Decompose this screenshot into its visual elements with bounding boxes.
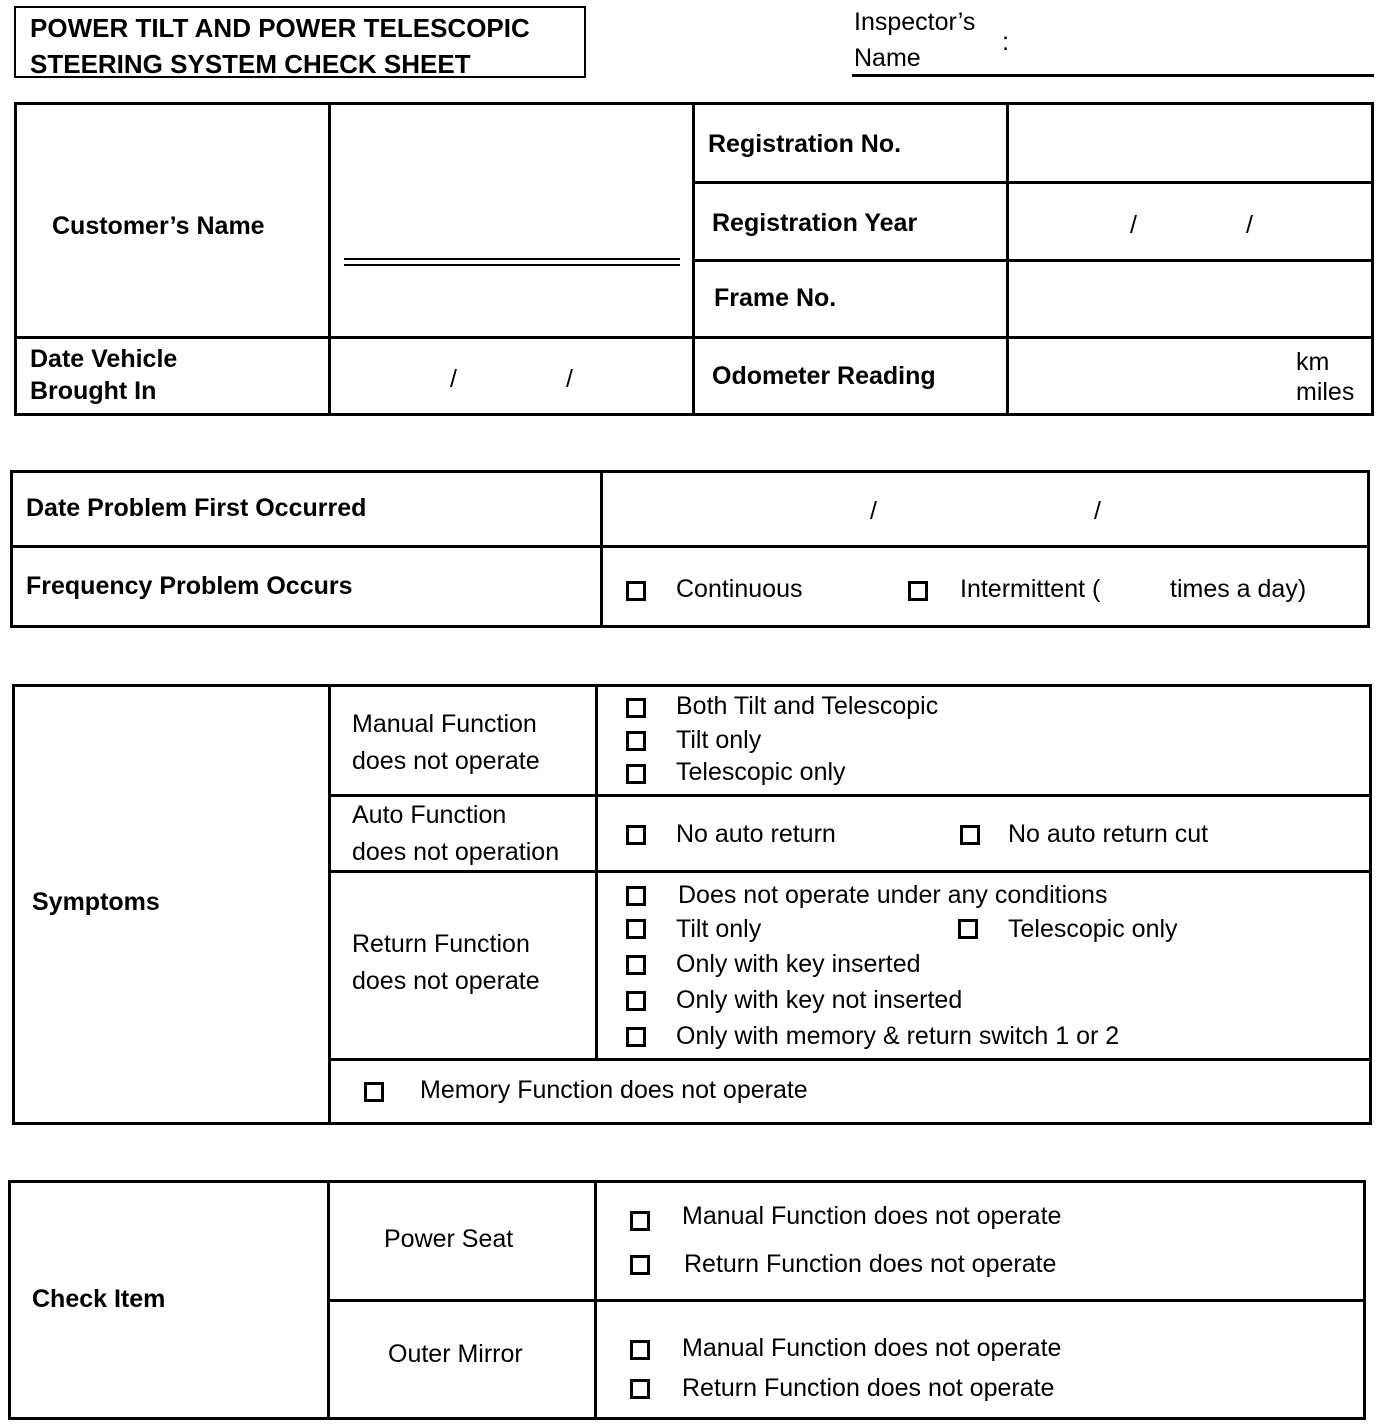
date-separator: /: [870, 497, 877, 525]
manual-option-label: Both Tilt and Telescopic: [676, 692, 939, 720]
auto-option-label: No auto return cut: [1008, 820, 1209, 848]
intermittent-label: Intermittent (: [960, 575, 1101, 603]
auto-label-line2: does not operation: [352, 838, 560, 866]
outer-mirror-option-label: Return Function does not operate: [682, 1374, 1055, 1402]
outer-mirror-checkbox[interactable]: [630, 1379, 650, 1399]
divider: [328, 1058, 1372, 1061]
power-seat-checkbox[interactable]: [630, 1255, 650, 1275]
divider: [600, 470, 603, 628]
check-item-label: Check Item: [32, 1285, 166, 1313]
memory-option-label: Memory Function does not operate: [420, 1076, 808, 1104]
divider: [692, 181, 1374, 184]
power-seat-option-label: Return Function does not operate: [684, 1250, 1057, 1278]
divider: [692, 336, 1374, 339]
auto-option-checkbox[interactable]: [960, 825, 980, 845]
manual-function-label: [352, 706, 540, 780]
outer-mirror-label: Outer Mirror: [388, 1340, 523, 1368]
return-option-checkbox[interactable]: [958, 919, 978, 939]
frame-no-label: Frame No.: [714, 284, 837, 312]
continuous-checkbox[interactable]: [626, 581, 646, 601]
date-vehicle-label-line2: Brought In: [30, 377, 157, 405]
date-vehicle-label-line1: Date Vehicle: [30, 345, 178, 373]
outer-mirror-checkbox[interactable]: [630, 1340, 650, 1360]
auto-option-label: No auto return: [676, 820, 836, 848]
times-a-day-label: times a day): [1170, 575, 1307, 603]
sheet-title-line2: STEERING SYSTEM CHECK SHEET: [30, 49, 471, 79]
odometer-unit-miles: miles: [1296, 378, 1355, 406]
manual-option-checkbox[interactable]: [626, 764, 646, 784]
return-label-line1: Return Function: [352, 930, 530, 958]
return-option-label: Tilt only: [676, 915, 762, 943]
registration-year-label: Registration Year: [712, 209, 918, 237]
customer-name-label: Customer’s Name: [52, 212, 265, 240]
inspector-label-line1: Inspector’s: [854, 8, 976, 36]
inspector-name-label: [854, 4, 975, 76]
divider: [328, 102, 331, 416]
frequency-label: Frequency Problem Occurs: [26, 572, 353, 600]
return-option-label: Does not operate under any conditions: [678, 881, 1108, 909]
date-separator: /: [566, 365, 573, 393]
manual-option-label: Tilt only: [676, 726, 762, 754]
power-seat-label: Power Seat: [384, 1225, 514, 1253]
intermittent-checkbox[interactable]: [908, 581, 928, 601]
return-option-checkbox[interactable]: [626, 991, 646, 1011]
inspector-label-line2: Name: [854, 44, 921, 72]
divider: [327, 1299, 1366, 1302]
manual-option-checkbox[interactable]: [626, 731, 646, 751]
customer-name-underline: [344, 264, 680, 266]
divider: [10, 545, 1370, 548]
manual-label-line1: Manual Function: [352, 710, 537, 738]
odometer-unit-km: km: [1296, 348, 1330, 376]
date-separator: /: [450, 365, 457, 393]
date-first-occurred-label: Date Problem First Occurred: [26, 494, 367, 522]
return-label-line2: does not operate: [352, 967, 540, 995]
auto-option-checkbox[interactable]: [626, 825, 646, 845]
return-function-label: [352, 926, 540, 1000]
return-option-label: Only with key inserted: [676, 950, 921, 978]
inspector-name-field[interactable]: [852, 74, 1374, 77]
outer-mirror-option-label: Manual Function does not operate: [682, 1334, 1062, 1362]
symptoms-label: Symptoms: [32, 888, 160, 916]
date-separator: /: [1246, 211, 1253, 239]
divider: [14, 336, 694, 339]
return-option-checkbox[interactable]: [626, 1027, 646, 1047]
sheet-title-line1: POWER TILT AND POWER TELESCOPIC: [30, 13, 530, 43]
date-separator: /: [1094, 497, 1101, 525]
continuous-label: Continuous: [676, 575, 803, 603]
return-option-checkbox[interactable]: [626, 886, 646, 906]
manual-option-checkbox[interactable]: [626, 698, 646, 718]
memory-option-checkbox[interactable]: [364, 1082, 384, 1102]
return-option-checkbox[interactable]: [626, 919, 646, 939]
return-option-checkbox[interactable]: [626, 955, 646, 975]
customer-name-underline: [344, 258, 680, 260]
return-option-label: Telescopic only: [1008, 915, 1178, 943]
date-separator: /: [1130, 211, 1137, 239]
return-option-label: Only with key not inserted: [676, 986, 963, 1014]
sheet-title: [14, 6, 586, 78]
power-seat-option-label: Manual Function does not operate: [682, 1202, 1062, 1230]
manual-label-line2: does not operate: [352, 747, 540, 775]
date-vehicle-label: [30, 343, 177, 407]
registration-no-label: Registration No.: [708, 130, 902, 158]
inspector-colon: :: [1002, 26, 1010, 56]
return-option-label: Only with memory & return switch 1 or 2: [676, 1022, 1120, 1050]
auto-label-line1: Auto Function: [352, 801, 507, 829]
odometer-label: Odometer Reading: [712, 362, 936, 390]
manual-option-label: Telescopic only: [676, 758, 846, 786]
divider: [692, 259, 1374, 262]
auto-function-label: [352, 797, 559, 871]
power-seat-checkbox[interactable]: [630, 1211, 650, 1231]
